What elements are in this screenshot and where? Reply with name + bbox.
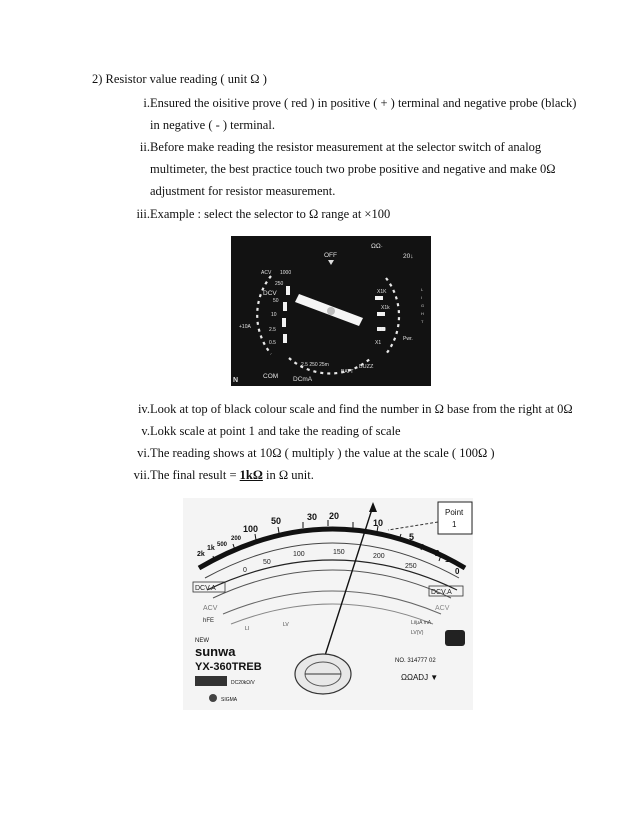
dcv-50: 50 (263, 559, 271, 566)
result-text-after: in Ω unit. (262, 468, 314, 482)
step-text-line: Example : select the selector to Ω range at ×100 (150, 207, 391, 221)
label-batt: BATT (341, 369, 354, 375)
step-text-line: in negative ( - ) terminal. (150, 118, 275, 132)
dcv-0: 0 (243, 567, 247, 574)
right-dcva: DCV.A (431, 589, 452, 596)
label-0-5: 0.5 (269, 340, 276, 346)
left-dcva: DCV.A (195, 585, 216, 592)
step-iii (110, 203, 610, 225)
step-number: i. (143, 96, 150, 110)
left-hfe: hFE (203, 618, 215, 624)
final-result-value: 1kΩ (239, 468, 263, 482)
meter-scale-photo (183, 498, 473, 710)
label-dcv: DCV (263, 290, 277, 297)
ohm-1: 1 (445, 555, 450, 564)
step-v (110, 420, 610, 442)
left-acv: ACV (203, 605, 218, 612)
ohm-100: 100 (243, 524, 259, 534)
dcv-250: 250 (405, 563, 417, 570)
ohm-20: 20 (329, 511, 340, 521)
ohm-500: 500 (217, 542, 228, 548)
lv-label: LV (283, 622, 289, 628)
label-bottom-nums: 2.5 250 25m (301, 362, 329, 368)
step-i (110, 92, 610, 136)
step-number: vii. (133, 468, 150, 482)
point-number: 1 (452, 520, 457, 529)
ohm-2k: 2k (197, 551, 205, 558)
dcv-150: 150 (333, 549, 345, 556)
label-buzz: BUZZ (359, 364, 374, 370)
point-label: Point (445, 508, 464, 517)
spec-text: DC20kΩ/V (231, 680, 255, 686)
svg-text:H: H (421, 311, 424, 316)
step-number: iii. (136, 207, 150, 221)
step-text: Lokk scale at point 1 and take the reading of scale (150, 424, 401, 438)
step-text-line: adjustment for resistor measurement. (150, 184, 336, 198)
ohm-1k: 1k (207, 545, 215, 552)
label-ohm-side: 20↓ (403, 253, 414, 260)
step-iv (110, 398, 610, 420)
section-heading: 2) Resistor value reading ( unit Ω ) (92, 72, 267, 86)
zero-adj-label: ΩΩADJ ▼ (401, 673, 439, 682)
step-text-line: Before make reading the resistor measurement at the selector switch of analog (150, 140, 542, 154)
step-number: vi. (137, 446, 150, 460)
step-vi (110, 442, 610, 464)
label-dcma: DCmA (293, 376, 313, 383)
label-1000: 1000 (280, 270, 292, 276)
ohm-200: 200 (231, 536, 242, 542)
label-10: 10 (271, 312, 277, 318)
step-number: v. (141, 424, 150, 438)
step-ii (110, 136, 610, 202)
lvv-label: LV(V) (411, 630, 424, 636)
ohm-5: 5 (409, 532, 415, 542)
sigma-text: SIGMA (221, 697, 238, 703)
label-x1: X1 (375, 340, 382, 346)
label-com: COM (263, 373, 279, 380)
label-x1k: X1K (377, 289, 387, 295)
step-text-line: multimeter, the best practice touch two probe positive and negative and make 0Ω (150, 162, 556, 176)
ohm-30: 30 (307, 512, 318, 522)
label-pwr: Pwr. (403, 336, 413, 342)
svg-text:G: G (421, 303, 425, 308)
step-text: Look at top of black colour scale and find the number in Ω base from the right at 0Ω (150, 402, 573, 416)
step-vii (110, 464, 610, 486)
label-x1k-b: X1k (381, 305, 390, 311)
label-n: N (233, 377, 239, 384)
right-acv: ACV (435, 605, 450, 612)
step-number: iv. (137, 402, 150, 416)
dcv-200: 200 (373, 553, 385, 560)
step-number: ii. (139, 140, 150, 154)
ohm-2: 2 (435, 549, 440, 558)
label-off: OFF (324, 252, 337, 259)
li-label: LI (245, 626, 250, 632)
model-name: YX-360TREB (195, 661, 262, 673)
label-omega: ΩΩ· (371, 243, 383, 250)
result-text-before: The final result = (150, 468, 240, 482)
label-10a: +10A (239, 324, 251, 330)
step-text: The reading shows at 10Ω ( multiply ) the value at the scale ( 100Ω ) (150, 446, 495, 460)
serial-number: NO. 314777 02 (395, 658, 436, 664)
ohm-50: 50 (271, 516, 282, 526)
label-250: 250 (275, 281, 284, 287)
ohm-0: 0 (455, 567, 460, 576)
brand-new: NEW (195, 638, 209, 644)
ohm-10: 10 (373, 518, 384, 528)
label-acv: ACV (261, 270, 272, 276)
label-2-5: 2.5 (269, 327, 276, 333)
selector-switch-photo (231, 236, 431, 386)
svg-text:L: L (421, 287, 424, 292)
lva-label: Li/μA mA (411, 620, 432, 626)
svg-text:I: I (421, 295, 423, 300)
step-text (150, 464, 314, 486)
dcv-100: 100 (293, 551, 305, 558)
label-x10: X10 (377, 327, 386, 333)
brand-name: sunwa (195, 644, 236, 659)
step-text-line: Ensured the oisitive prove ( red ) in positive ( + ) terminal and negative probe (black) (150, 96, 577, 110)
label-50: 50 (273, 298, 279, 304)
svg-text:T: T (421, 319, 424, 324)
